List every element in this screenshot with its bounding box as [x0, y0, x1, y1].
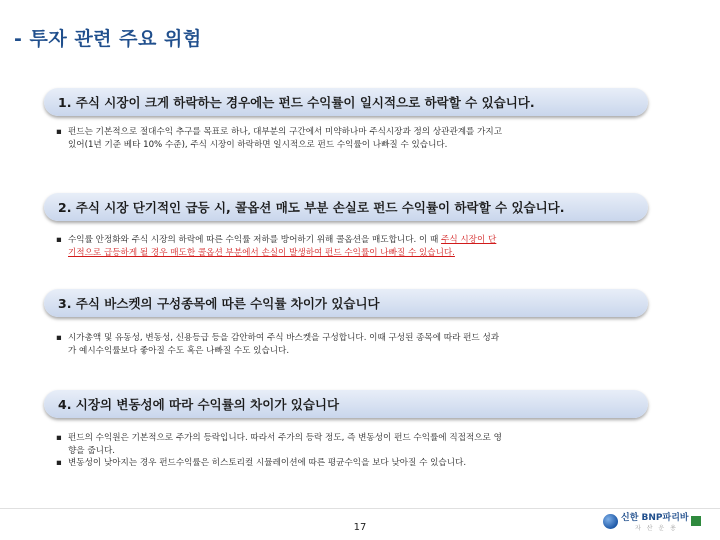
bullet-text-line: 펀드는 기본적으로 절대수익 추구를 목표로 하나, 대부분의 구간에서 미약하나마 주식시장과 정의 상관관계를 가지고 [68, 127, 502, 137]
bullet-text-line: 수익률 안정화와 주식 시장의 하락에 따른 수익률 저하를 방어하기 위해 콜옵션을 매도합니다. 이 때 [68, 235, 442, 245]
company-logo [603, 509, 713, 533]
list-item [56, 457, 656, 470]
section-2-bar [44, 193, 648, 221]
list-item [56, 126, 656, 151]
bullet-text-line: 시가총액 및 유동성, 변동성, 신용등급 등을 감안하여 주식 바스켓을 구성합니다. 이때 구성된 종목에 따라 펀드 성과 [68, 333, 500, 343]
section-3-heading: 3. 주식 바스켓의 구성종목에 따른 수익률 차이가 있습니다 [58, 296, 380, 311]
bullet-icon: ▪ [56, 433, 62, 443]
bullet-text-line: 변동성이 낮아지는 경우 펀드수익률은 히스토리컬 시뮬레이션에 따른 평균수익을 보다 낮아질 수 있습니다. [68, 458, 467, 468]
list-item [56, 432, 656, 457]
list-item [56, 332, 656, 357]
highlight-text: 주식 시장이 단 [441, 235, 497, 245]
logo-square-icon [691, 516, 701, 526]
logo-text: 신한 BNP파리바 [621, 513, 689, 523]
bullet-text-line: 펀드의 수익원은 기본적으로 주가의 등락입니다. 따라서 주가의 등락 정도, 즉 변동성이 펀드 수익률에 직접적으로 영 [68, 433, 502, 443]
section-4-list [56, 432, 656, 470]
highlight-text: 기적으로 급등하게 될 경우 매도한 콜옵션 부분에서 손실이 발생하여 펀드 수익률이 나빠질 수 있습니다. [68, 247, 455, 258]
section-1-list [56, 126, 656, 151]
bullet-icon: ▪ [56, 333, 62, 343]
section-1-heading: 1. 주식 시장이 크게 하락하는 경우에는 펀드 수익률이 일시적으로 하락할 수 있습니다. [58, 95, 535, 110]
section-3-list [56, 332, 656, 357]
section-4-heading: 4. 시장의 변동성에 따라 수익률의 차이가 있습니다 [58, 397, 340, 412]
bullet-text-line: 있어(1년 기준 베타 10% 수준), 주식 시장이 하락하면 일시적으로 펀드 수익률이 나빠질 수 있습니다. [68, 139, 448, 150]
list-item [56, 234, 656, 259]
bullet-icon: ▪ [56, 127, 62, 137]
bullet-text-line: 향을 줍니다. [68, 445, 115, 456]
bullet-text-line: 가 예시수익률보다 좋아질 수도 혹은 나빠질 수도 있습니다. [68, 345, 290, 356]
bullet-icon: ▪ [56, 235, 62, 245]
page-number: 17 [353, 522, 367, 533]
section-4-bar [44, 390, 648, 418]
section-2-heading: 2. 주식 시장 단기적인 급등 시, 콜옵션 매도 부분 손실로 펀드 수익률이 하락할 수 있습니다. [58, 200, 565, 215]
section-3-bar [44, 289, 648, 317]
section-2-list [56, 234, 656, 259]
section-1-bar [44, 88, 648, 116]
bullet-icon: ▪ [56, 458, 62, 468]
page-title: - 투자 관련 주요 위험 [14, 28, 202, 50]
logo-subtext: 자 산 운 용 [635, 525, 678, 532]
logo-mark-icon [603, 514, 618, 529]
